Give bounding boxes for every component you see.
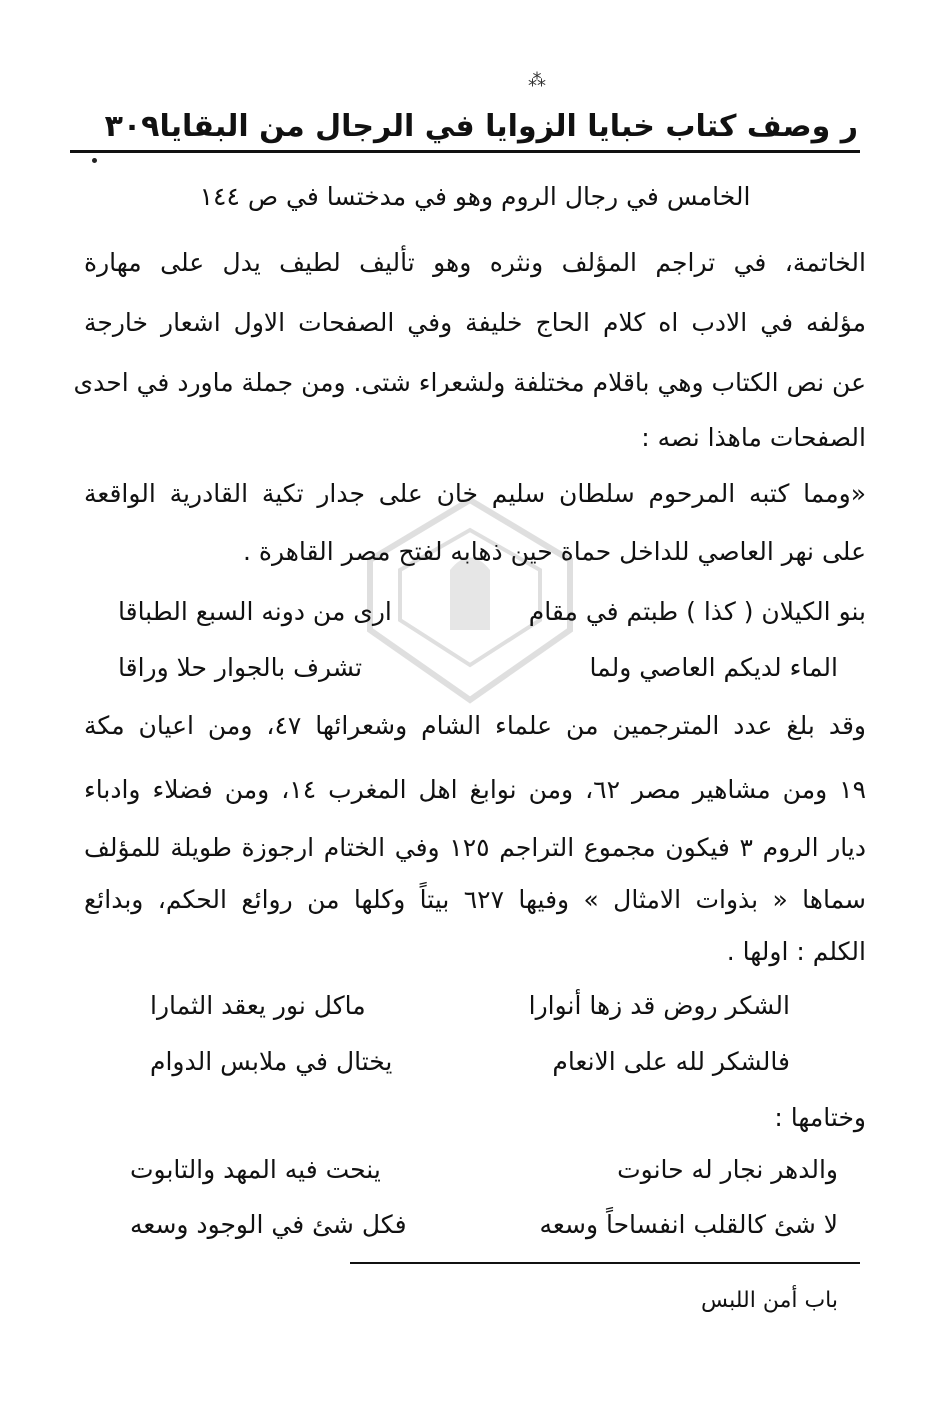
text-line: الصفحات ماهذا نصه : (641, 423, 866, 452)
verse-hemistich-second: ارى من دونه السبع الطباقا (118, 597, 392, 626)
verse-hemistich-second: تشرف بالجوار حلا وراقا (118, 653, 363, 682)
text-line: الخامس في رجال الروم وهو في مدختسا في ص ١٤٤ (199, 182, 751, 211)
text-line: مؤلفه في الادب اه كلام الحاج خليفة وفي الصفحات الاول اشعار خارجة (84, 308, 866, 337)
verse-prefix: الماء لديكم (723, 653, 838, 682)
verse-hemistich-first (590, 648, 838, 688)
verse-hemistich-first: لا شئ كالقلب انفساحاً وسعه (539, 1210, 838, 1239)
text-line: ١٩ ومن مشاهير مصر ٦٢، ومن نوابغ اهل المغرب ١٤، ومن فضلاء وادباء (84, 775, 866, 804)
verse-hemistich-first: فالشكر لله على الانعام (552, 1047, 790, 1076)
running-header (70, 92, 880, 144)
text-line: وقد بلغ عدد المترجمين من علماء الشام وشعرائها ٤٧، ومن اعيان مكة (84, 711, 866, 740)
verse-hemistich-second: فكل شئ في الوجود وسعه (130, 1210, 407, 1239)
text-line: الخاتمة، في تراجم المؤلف ونثره وهو تأليف لطيف يدل على مهارة (84, 248, 866, 277)
verse-continuation: العاصي ولما (589, 653, 716, 682)
verse-hemistich-second: ماكل نور يعقد الثمارا (150, 991, 366, 1020)
verse-hemistich-first: بنو الكيلان ( كذا ) طبتم في مقام (528, 597, 866, 626)
header-rule (70, 150, 860, 153)
text-line: ديار الروم ٣ فيكون مجموع التراجم ١٢٥ وفي الختام ارجوزة طويلة للمؤلف (84, 833, 866, 862)
verse-hemistich-second: يختال في ملابس الدوام (150, 1047, 393, 1076)
text-line: عن نص الكتاب وهي باقلام مختلفة ولشعراء شتى. ومن جملة ماورد في احدى (73, 368, 866, 397)
text-line: سماها « بذوات الامثال » وفيها ٦٢٧ بيتاً وكلها من روائع الحكم، وبدائع (84, 885, 866, 914)
text-line: الكلم : اولها . (726, 937, 866, 966)
running-title: ر وصف كتاب خبايا الزوايا في الرجال من البقايا (159, 109, 858, 144)
footnote: باب أمن اللبس (701, 1288, 838, 1313)
rule-mark (92, 158, 97, 163)
text-line: على نهر العاصي للداخل حماة حين ذهابه لفتح مصر القاهرة . (242, 537, 866, 566)
page-number: ٣٠٩ (104, 109, 160, 144)
verse-hemistich-first: الشكر روض قد زها أنوارا (528, 991, 790, 1020)
text-line: وختامها : (774, 1103, 866, 1132)
text-line: «ومما كتبه المرحوم سلطان سليم خان على جدار تكية القادرية الواقعة (84, 479, 866, 508)
verse-hemistich-second: ينحت فيه المهد والتابوت (130, 1155, 381, 1184)
footnote-rule (350, 1262, 860, 1264)
verse-hemistich-first: والدهر نجار له حانوت (617, 1155, 838, 1184)
header-ornament: ⁂ (528, 70, 546, 91)
